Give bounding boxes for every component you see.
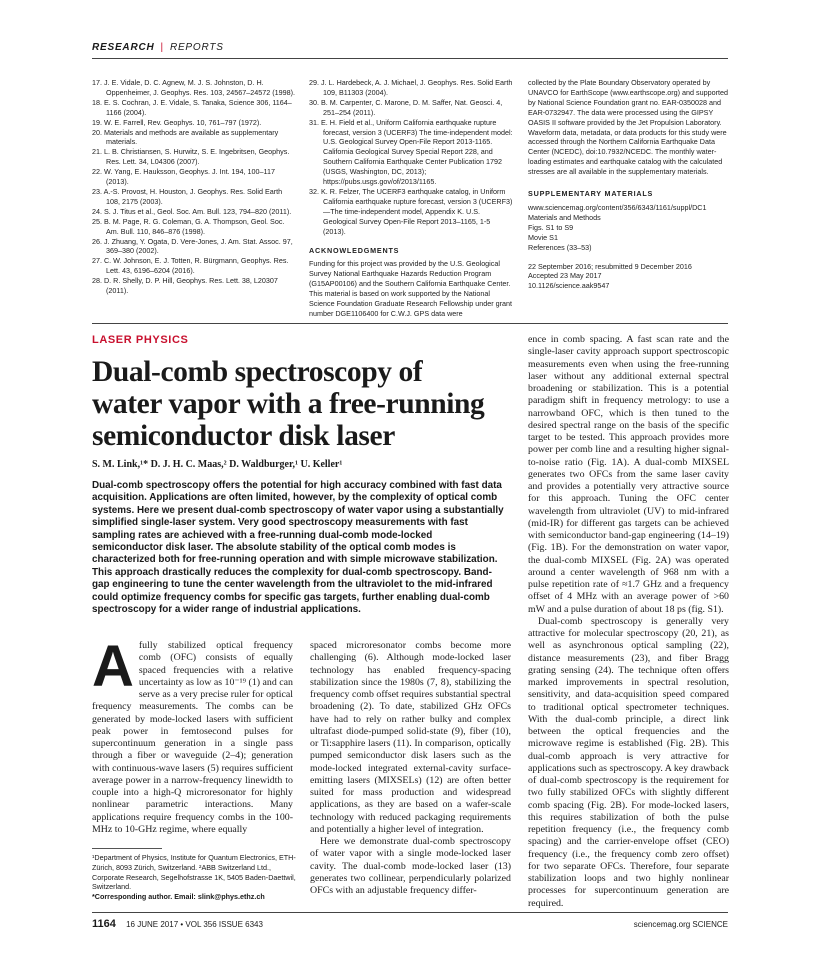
reference-item: 24. S. J. Titus et al., Geol. Soc. Am. Bull. 123, 794–820 (2011). xyxy=(92,206,292,216)
reference-item: 29. J. L. Hardebeck, A. J. Michael, J. Geophys. Res. Solid Earth 109, B11303 (2004). xyxy=(309,78,513,97)
body-paragraph: Here we demonstrate dual-comb spectroscopy of water vapor with a single mode-locked laser cavity. The dual-comb mode-locked laser (13) generates two collinear, perpendicularly polarized OFCs with an adjustable frequency differ- xyxy=(310,836,511,896)
dates-block xyxy=(528,262,728,292)
reference-item: 31. E. H. Field et al., Uniform California earthquake rupture forecast, version 3 (UCERF3) The time-independent model: U.S. Geological Survey Open-File Report 2013-1165. California Geological Survey Special Report 228, and Southern California Earthquake Center Publication 1792 (USGS, Washington, DC, 2013); https://pubs.usgs.gov/of/2013/1165. xyxy=(309,117,513,187)
reference-item: 26. J. Zhuang, Y. Ogata, D. Vere-Jones, J. Am. Stat. Assoc. 97, 369–380 (2002). xyxy=(92,236,293,256)
supplementary-line: References (33–53) xyxy=(528,242,592,252)
reference-item: 32. K. R. Felzer, The UCERF3 earthquake catalog, in Uniform California earthquake rupture forecast, version 3 (UCERF3)—The time-independent model, Appendix K. U.S. Geological Survey Open-File Report 2013–1165, 1-5 (2013). xyxy=(309,186,513,236)
body-column-1 xyxy=(92,634,293,836)
issue-info: 16 JUNE 2017 • VOL 356 ISSUE 6343 xyxy=(126,920,263,929)
supplementary-line: Figs. S1 to S9 xyxy=(528,222,574,232)
body-column-2 xyxy=(310,640,511,897)
section-rule xyxy=(92,323,728,324)
references-list-2 xyxy=(309,78,514,237)
body-column-3 xyxy=(528,334,729,910)
page-number: 1164 xyxy=(92,918,116,930)
running-header xyxy=(92,42,224,53)
reference-item: 28. D. R. Shelly, D. P. Hill, Geophys. Res. Lett. 38, L20307 (2011). xyxy=(92,276,278,296)
article-authors: S. M. Link,¹* D. J. H. C. Maas,² D. Waldburger,¹ U. Keller¹ xyxy=(92,459,343,470)
date-line: Accepted 23 May 2017 xyxy=(528,271,602,281)
supplementary-heading: SUPPLEMENTARY MATERIALS xyxy=(528,189,654,199)
footnote-rule xyxy=(92,848,162,849)
drop-cap: A xyxy=(92,634,134,699)
reference-item: 21. L. B. Christiansen, S. Hurwitz, S. E. Ingebritsen, Geophys. Res. Lett. 34, L04306 (2007). xyxy=(92,147,290,167)
header-rule xyxy=(92,58,728,59)
reference-item: 23. A.-S. Provost, H. Houston, J. Geophys. Res. Solid Earth 108, 2175 (2003). xyxy=(92,186,283,206)
reference-item: 20. Materials and methods are available as supplementary materials. xyxy=(92,127,279,147)
corresponding-author-footnote: *Corresponding author. Email: slink@phys.ethz.ch xyxy=(92,892,265,902)
supplementary-line: Movie S1 xyxy=(528,232,558,242)
reference-item: 30. B. M. Carpenter, C. Marone, D. M. Saffer, Nat. Geosci. 4, 251–254 (2011). xyxy=(309,97,503,117)
header-separator: | xyxy=(160,42,164,53)
acknowledgments-continued-column xyxy=(528,78,728,291)
affiliations-footnote: ¹Department of Physics, Institute for Quantum Electronics, ETH-Zürich, 8093 Zürich, Switzerland. ²ABB Switzerland Ltd., Corporate Research, Segelhofstrasse 1K, 5405 Baden-Daettwil, Switzerland. xyxy=(92,853,296,892)
acknowledgments-text: Funding for this project was provided by the U.S. Geological Survey National Earthquake Hazards Reduction Program (G15AP00106) and the Southern California Earthquake Center. This material is based on work supported by the National Science Foundation Graduate Research Fellowship under grant number DGE1106400 for C.W.J. GPS data were xyxy=(309,259,512,318)
reference-item: 25. B. M. Page, R. G. Coleman, G. A. Thompson, Geol. Soc. Am. Bull. 110, 846–876 (1998). xyxy=(92,216,285,236)
body-paragraph: fully stabilized optical frequency comb (OFC) consists of equally spaced frequencies with a relative uncertainty as low as 10⁻¹⁹ (1) and can serve as a very precise ruler for optical frequency measurements. The combs can be generated by mode-locked lasers with sufficient peak power in femtosecond pulses for supercontinuum generation in a single pass through a fiber or waveguide (2–4); generation with continuous-wave lasers (5) requires sufficient average power in a narrow-frequency linewidth to couple into a high-Q microresonator for highly nonlinear parametric interactions. Many applications require frequency combs in the 100-MHz to 10-GHz regime, where equally xyxy=(92,640,293,835)
references-column-1 xyxy=(92,78,297,296)
page-footer xyxy=(92,918,728,930)
article-title: Dual-comb spectroscopy of water vapor with a free-running semiconductor disk laser xyxy=(92,356,485,452)
body-paragraph: ence in comb spacing. A fast scan rate and the single-laser cavity approach support spectroscopic measurements even when using the free-running laser without any additional external spectral broadening or stabilization. This is a potential paradigm shift in frequency metrology: to use a narrowband OFC, which is then tuned to the desired spectral range on the basis of the specific target to be tested. This approach provides more power per comb line and a resulting higher signal-to-noise ratio (Fig. 1A). A dual-comb MIXSEL generates two OFCs from the same laser cavity and provides a potentially very attractive source for this approach. Tuning the OFC center wavelength from ultraviolet (UV) to mid-infrared (mid-IR) for different gas targets can be achieved with semiconductor band-gap engineering (14–19) (Fig. 1B). For the demonstration on water vapor, the dual-comb MIXSEL (Fig. 2A) was operated around a center wavelength of 968 nm with a pulse repetition rate of ≈1.7 GHz and a frequency offset of 4 MHz with an average power of >60 mW and a pulse duration of about 18 ps (fig. S1). xyxy=(528,334,729,615)
footer-rule xyxy=(92,912,728,913)
reference-item: 18. E. S. Cochran, J. E. Vidale, S. Tanaka, Science 306, 1164–1166 (2004). xyxy=(92,97,292,117)
article-kicker: LASER PHYSICS xyxy=(92,334,189,346)
body-paragraph: Dual-comb spectroscopy is generally very attractive for molecular spectroscopy (20, 21), as well as asynchronous optical sampling (22), distance measurements (23), and fiber Bragg grating sensing (24). The technique often offers marked improvements in spectral resolution, sensitivity, and data-acquisition speed compared to traditional optical spectrometer techniques. With the dual-comb principle, a direct link between the optical frequencies and the microwave regime is established (Fig. 2B). This dual-comb approach is very attractive for applications such as spectroscopy. A key drawback of dual-comb spectroscopy is the requirement for two fully stabilized OFCs with slightly different comb spacing (Fig. 2B). For mode-locked lasers, this requires stabilization of both the pulse repetition frequency (i.e., the frequency comb spacing) and the carrier-envelope offset (CEO) frequency (i.e., the frequency comb zero offset) for two separate OFCs. Therefore, four separate stabilization loops and two highly nonlinear processes for supercontinuum generation are required. xyxy=(528,615,729,909)
reference-item: 22. W. Yang, E. Hauksson, Geophys. J. Int. 194, 100–117 (2013). xyxy=(92,167,275,187)
body-paragraph: spaced microresonator combs become more challenging (6). Although mode-locked laser technology has enabled frequency-spacing stabilization since the 1980s (7, 8), stabilizing the frequency comb offset requires substantial spectral broadening (2). To date, stabilized GHz OFCs have had to rely on rather bulky and complex ultrafast diode-pumped solid-state (9), fiber (10), or Ti:sapphire lasers (11). In comparison, optically pumped semiconductor disk lasers such as the mode-locked integrated external-cavity surface-emitting lasers (MIXSELs) (12) are often better suited for mass production and widespread applications, as they are based on a wafer-scale technology with reduced packaging requirements and potentially a higher level of integration. xyxy=(310,640,511,835)
header-section: RESEARCH xyxy=(92,42,155,53)
supplementary-line: www.sciencemag.org/content/356/6343/1161/suppl/DC1 xyxy=(528,202,707,212)
header-subsection: REPORTS xyxy=(169,42,224,53)
article-abstract: Dual-comb spectroscopy offers the potential for high accuracy combined with fast data acquisition. Applications are often limited, however, by the complexity of optical comb systems. Here we present dual-comb spectroscopy of water vapor using a substantially simplified single-laser system. Very good spectroscopy measurements with fast sampling rates are achieved with a free-running dual-comb mode-locked semiconductor disk laser. The absolute stability of the optical comb modes is characterized both for free-running operation and with simple microwave stabilization. This approach drastically reduces the complexity for dual-comb spectroscopy. Band-gap engineering to tune the center wavelength from the ultraviolet to the mid-infrared could optimize frequency combs for specific gas targets, further enabling dual-comb spectroscopy for a wider range of industrial applications. xyxy=(92,480,504,616)
reference-item: 27. C. W. Johnson, E. J. Totten, R. Bürgmann, Geophys. Res. Lett. 43, 6196–6204 (2016). xyxy=(92,256,289,276)
acknowledgments-continued: collected by the Plate Boundary Observatory operated by UNAVCO for EarthScope (www.earthscope.org) and supported by National Science Foundation grant no. EAR-0350028 and EAR-0732947. The data were processed using the GIPSY OASIS II software provided by the Jet Propulsion Laboratory. Waveform data, metadata, or data products for this study were accessed through the Northern California Earthquake Data Center (NCEDC), doi:10.7932/NCEDC. The monthly water-loading estimates and earthquake catalog with the calculated stresses are all available in the supplementary materials. xyxy=(528,78,729,177)
references-column-2 xyxy=(309,78,514,319)
supplementary-lines xyxy=(528,203,728,253)
date-line: 22 September 2016; resubmitted 9 December 2016 xyxy=(528,261,692,271)
supplementary-line: Materials and Methods xyxy=(528,212,601,222)
footnotes xyxy=(92,853,297,902)
journal-footer: sciencemag.org SCIENCE xyxy=(633,920,728,929)
reference-item: 17. J. E. Vidale, D. C. Agnew, M. J. S. Johnston, D. H. Oppenheimer, J. Geophys. Res. 103, 24567–24572 (1998). xyxy=(92,78,295,97)
reference-item: 19. W. E. Farrell, Rev. Geophys. 10, 761–797 (1972). xyxy=(92,117,262,127)
date-line: 10.1126/science.aak9547 xyxy=(528,281,610,291)
acknowledgments-heading: ACKNOWLEDGMENTS xyxy=(309,245,400,255)
